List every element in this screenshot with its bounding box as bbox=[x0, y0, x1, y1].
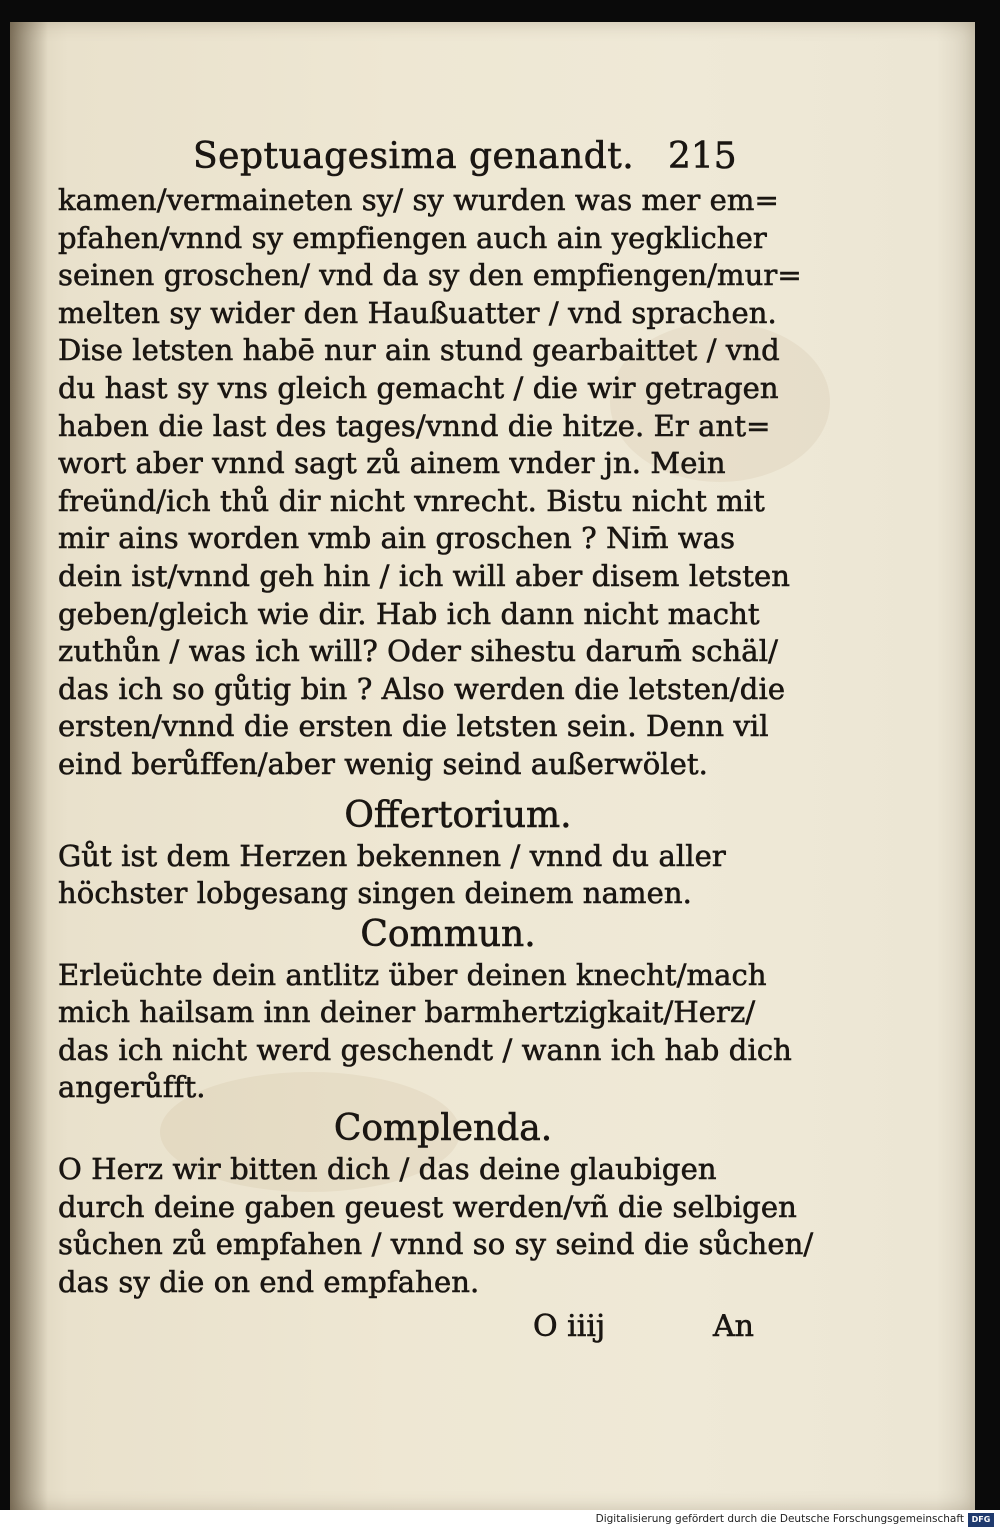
commun-text bbox=[58, 957, 792, 1107]
offertorium-text bbox=[58, 838, 788, 913]
text-line: höchster lobgesang singen deinem namen. bbox=[58, 876, 692, 911]
signature-mark: O iiij bbox=[533, 1309, 606, 1345]
gutter-shadow bbox=[10, 22, 48, 1510]
catchword: An bbox=[713, 1309, 754, 1345]
gospel-text bbox=[58, 182, 802, 784]
text-line: du hast sy vns gleich gemacht / die wir getragen bbox=[58, 370, 779, 405]
text-line: das sy die on end empfahen. bbox=[58, 1264, 480, 1299]
text-line: wort aber vnnd sagt zů ainem vnder jn. Mein bbox=[58, 446, 726, 481]
text-line: dein ist/vnnd geh hin / ich will aber disem letsten bbox=[58, 558, 790, 593]
text-line: melten sy wider den Haußuatter / vnd sprachen. bbox=[58, 295, 777, 330]
text-line: Erleüchte dein antlitz über deinen knecht/mach bbox=[58, 957, 767, 992]
catchline bbox=[58, 1309, 788, 1353]
text-line: Dise letsten habē nur ain stund gearbaittet / vnd bbox=[58, 333, 780, 368]
text-line: angerůfft. bbox=[58, 1070, 206, 1105]
offertorium-heading: Offertorium. bbox=[344, 794, 572, 836]
text-line: das ich so gůtig bin ? Also werden die letsten/die bbox=[58, 671, 786, 706]
text-line: freünd/ich thů dir nicht vnrecht. Bistu nicht mit bbox=[58, 483, 765, 518]
running-head bbox=[58, 134, 788, 182]
text-line: mich hailsam inn deiner barmhertzigkait/Herz/ bbox=[58, 995, 756, 1030]
book-page bbox=[10, 22, 975, 1510]
funding-credit: Digitalisierung gefördert durch die Deutsche Forschungsgemeinschaft bbox=[595, 1513, 964, 1525]
text-line: durch deine gaben geuest werden/vñ die selbigen bbox=[58, 1189, 797, 1224]
complenda-heading: Complenda. bbox=[333, 1108, 553, 1150]
text-line: kamen/vermaineten sy/ sy wurden was mer em= bbox=[58, 183, 779, 217]
text-line: eind berůffen/aber wenig seind außerwölet. bbox=[58, 746, 708, 781]
text-line: seinen groschen/ vnd da sy den empfiengen/mur= bbox=[58, 258, 802, 293]
text-line: O Herz wir bitten dich / das deine glaubigen bbox=[58, 1152, 717, 1187]
text-line: geben/gleich wie dir. Hab ich dann nicht macht bbox=[58, 596, 760, 631]
complenda-text bbox=[58, 1151, 814, 1301]
footer-bar bbox=[0, 1510, 1000, 1530]
text-line: pfahen/vnnd sy empfiengen auch ain yegklicher bbox=[58, 220, 767, 255]
running-head-title: Septuagesima genandt. bbox=[193, 136, 635, 177]
text-line: sůchen zů empfahen / vnnd so sy seind die sůchen/ bbox=[58, 1227, 814, 1262]
text-line: haben die last des tages/vnnd die hitze. Er ant= bbox=[58, 408, 771, 443]
commun-heading: Commun. bbox=[360, 913, 536, 955]
text-line: ersten/vnnd die ersten die letsten sein. Denn vil bbox=[58, 709, 769, 744]
text-line: das ich nicht werd geschendt / wann ich hab dich bbox=[58, 1032, 792, 1067]
text-line: zuthůn / was ich will? Oder sihestu darum̄ schäl/ bbox=[58, 634, 778, 669]
folio-number: 215 bbox=[668, 136, 737, 177]
text-block bbox=[58, 134, 814, 1353]
text-line: mir ains worden vmb ain groschen ? Nim̄ was bbox=[58, 521, 736, 556]
dfg-logo: DFG bbox=[968, 1513, 994, 1527]
text-line: Gůt ist dem Herzen bekennen / vnnd du aller bbox=[58, 838, 726, 873]
